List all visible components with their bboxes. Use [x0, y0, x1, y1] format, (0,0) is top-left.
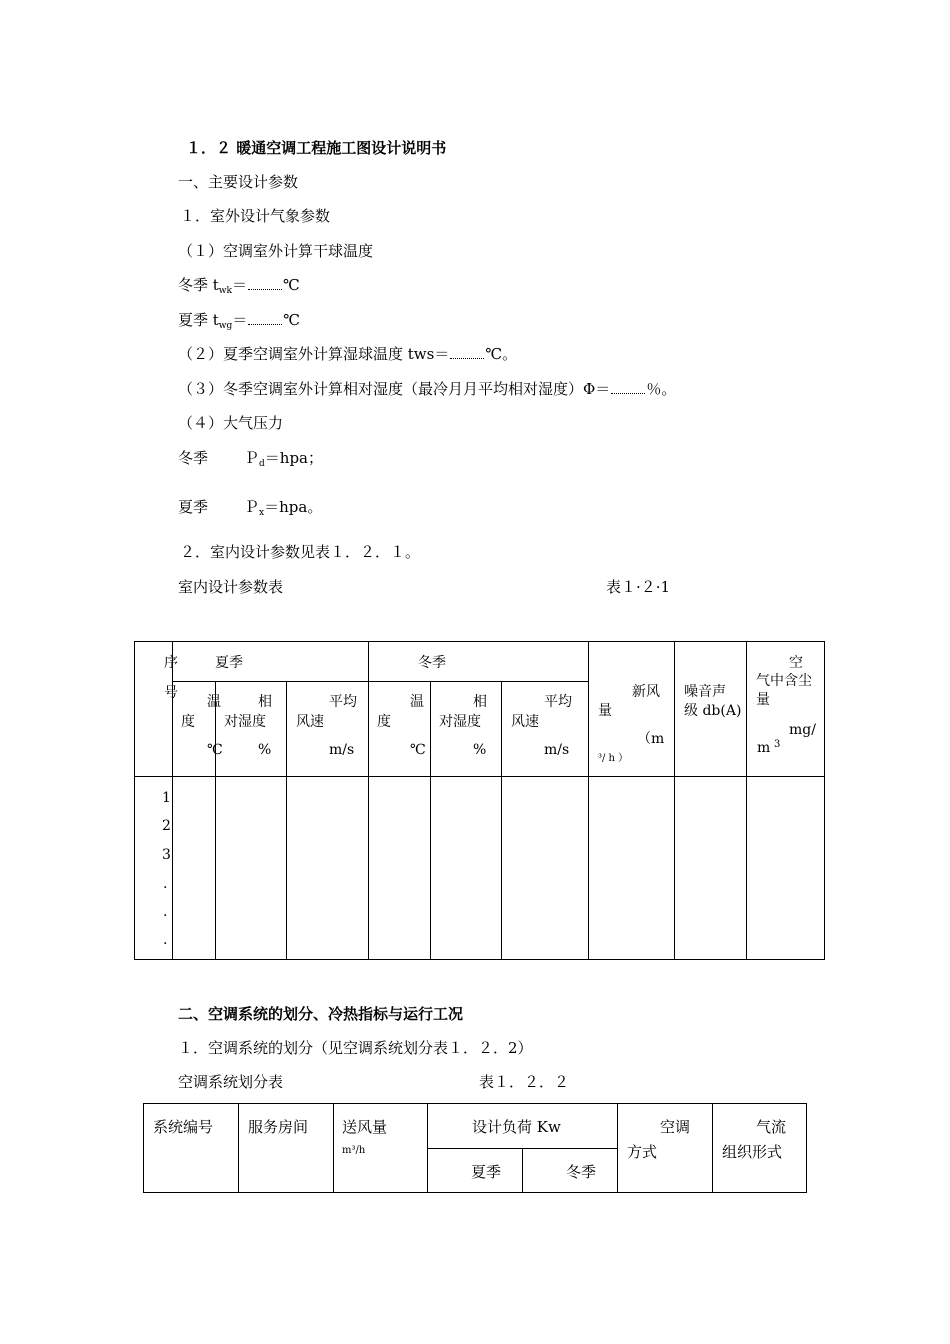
summer-wind-header: 平均 [329, 694, 357, 710]
noise-header: 噪音声 [684, 684, 726, 700]
item-wet-bulb: （２）夏季空调室外计算湿球温度 tws＝ ℃。 [178, 345, 518, 363]
winter-pressure-line: 冬季 Ｐ$_d$＝hpa； [178, 449, 324, 469]
summer-temp-line: 夏季 $t_{wg}=$ ℃ [178, 311, 301, 331]
item-pressure: （４）大气压力 [178, 414, 284, 432]
air-volume-header: 送风量 [342, 1118, 388, 1136]
winter-temp-line: 冬季 $t_{wk}=$ ℃ [178, 276, 300, 296]
summer-pressure-line: 夏季 Ｐ$_x$＝hpa。 [178, 498, 323, 518]
seq-header: 序 [164, 655, 178, 671]
summer-header: 夏季 [215, 655, 243, 671]
table1-caption: 室内设计参数表 [178, 578, 284, 596]
table-row: 2 [162, 818, 171, 834]
blank-field [611, 384, 645, 394]
section2-title: 二、空调系统的划分、冷热指标与运行工况 [178, 1005, 464, 1023]
room-header: 服务房间 [248, 1118, 309, 1136]
table2-caption: 空调系统划分表 [178, 1073, 284, 1091]
table2-number: 表１．２．２ [479, 1073, 570, 1091]
table-row: . [163, 932, 168, 948]
table-row: 1 [162, 790, 171, 806]
subsection-system-division: １．空调系统的划分（见空调系统划分表１．２．2） [178, 1039, 533, 1057]
ac-mode-header: 空调 [660, 1118, 691, 1136]
blank-field [450, 349, 484, 359]
seq-header-2: 号 [164, 685, 178, 701]
dust-header: 空 [789, 655, 803, 671]
item-humidity: （３）冬季空调室外计算相对湿度（最冷月月平均相对湿度）Φ＝ ％。 [178, 380, 677, 398]
table-row: . [163, 904, 168, 920]
section1-title: 一、主要设计参数 [178, 173, 299, 191]
load-winter-header: 冬季 [566, 1163, 597, 1181]
summer-temp-unit: ℃ [207, 742, 223, 758]
load-header: 设计负荷 Kw [472, 1118, 561, 1136]
blank-field [248, 280, 282, 290]
table-row: . [163, 876, 168, 892]
table-row: 3 [162, 847, 171, 863]
winter-humidity-header: 相 [473, 694, 487, 710]
item-dry-bulb: （１）空调室外计算干球温度 [178, 242, 374, 260]
subsection-outdoor: １．室外设计气象参数 [180, 207, 331, 225]
winter-wind-header: 平均 [544, 694, 572, 710]
summer-humidity-header: 相 [258, 694, 272, 710]
winter-temp-header: 温 [410, 694, 424, 710]
subsection-indoor: ２．室内设计参数见表１．２．１。 [180, 543, 421, 561]
blank-field [248, 315, 282, 325]
summer-temp-header: 温 [207, 694, 221, 710]
winter-header: 冬季 [418, 655, 446, 671]
system-no-header: 系统编号 [153, 1118, 214, 1136]
page-title: １．２ 暖通空调工程施工图设计说明书 [186, 139, 447, 157]
table1-number: 表１·２·1 [606, 578, 671, 596]
fresh-air-header: 新风 [632, 684, 660, 700]
load-summer-header: 夏季 [471, 1163, 502, 1181]
airflow-header: 气流 [756, 1118, 787, 1136]
